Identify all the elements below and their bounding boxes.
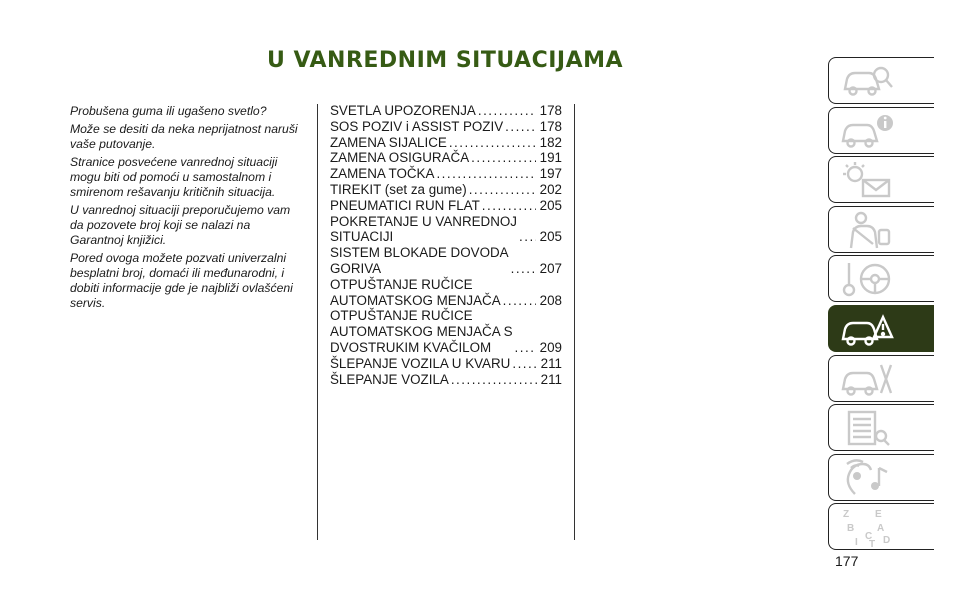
toc-item-page: 178 — [539, 103, 562, 118]
tab-warning-lights[interactable] — [828, 156, 934, 203]
toc-item-page: 211 — [540, 355, 562, 371]
toc-item[interactable] — [330, 214, 562, 246]
toc-item-text: OTPUŠTANJE RUČICE AUTOMATSKOG MENJAČA S DVOSTRUKIM KVAČILOM — [330, 308, 513, 355]
tab-car-info[interactable] — [828, 107, 934, 154]
specifications-list-icon — [839, 408, 895, 448]
toc-item[interactable] — [330, 372, 562, 388]
toc-item-text: ZAMENA TOČKA — [330, 166, 435, 182]
toc-item[interactable] — [330, 277, 562, 309]
toc-item-text: SVETLA UPOZORENJA — [330, 103, 476, 118]
tab-maintenance[interactable] — [828, 355, 934, 402]
svg-text:T: T — [869, 539, 876, 548]
car-magnifier-icon — [839, 61, 895, 101]
toc-item-text: ŠLEPANJE VOZILA — [330, 371, 449, 387]
tab-specifications[interactable] — [828, 404, 934, 451]
column-divider-right — [574, 104, 575, 540]
toc-item[interactable] — [330, 308, 562, 355]
svg-text:E: E — [875, 509, 882, 521]
svg-text:C: C — [865, 531, 873, 543]
toc-item-page: 211 — [540, 371, 562, 387]
car-info-icon — [839, 111, 895, 151]
toc-item[interactable] — [330, 182, 562, 198]
toc-item-text: PNEUMATICI RUN FLAT — [330, 197, 480, 213]
car-tools-icon — [839, 359, 895, 399]
toc-item-text: TIREKIT (set za gume) — [330, 181, 467, 197]
toc-item-text: ŠLEPANJE VOZILA U KVARU — [330, 355, 511, 371]
svg-text:A: A — [877, 523, 885, 535]
toc-item-text: SOS POZIV i ASSIST POZIV — [330, 118, 504, 134]
toc-item-text: ZAMENA SIJALICE — [330, 134, 447, 150]
toc-item-page: 202 — [539, 181, 562, 197]
page-title: U VANREDNIM SITUACIJAMA — [266, 48, 624, 73]
toc-item-page: 197 — [539, 166, 562, 182]
toc-item-text: POKRETANJE U VANREDNOJ SITUACIJI — [330, 213, 517, 245]
tab-index[interactable] — [828, 503, 934, 550]
svg-text:D: D — [883, 535, 891, 547]
warning-light-envelope-icon — [839, 160, 895, 200]
svg-text:I: I — [855, 537, 858, 548]
svg-text:B: B — [847, 523, 855, 535]
toc-item[interactable] — [330, 119, 562, 135]
intro-text — [70, 104, 302, 314]
chapter-tabs — [828, 57, 936, 553]
intro-paragraph: Probušena guma ili ugašeno svetlo? — [70, 104, 267, 118]
toc-item-page: 208 — [539, 292, 562, 308]
toc-item-text: ZAMENA OSIGURAČA — [330, 150, 470, 166]
column-divider-left — [317, 104, 318, 540]
multimedia-icon — [839, 458, 895, 498]
tab-starting-driving[interactable] — [828, 255, 934, 302]
seatbelt-passenger-icon — [839, 210, 895, 250]
toc-item[interactable] — [330, 135, 562, 151]
tab-emergency[interactable] — [828, 305, 934, 352]
svg-text:Z: Z — [843, 509, 850, 521]
tab-car-magnifier[interactable] — [828, 57, 934, 104]
table-of-contents — [330, 103, 562, 387]
toc-item[interactable] — [330, 356, 562, 372]
intro-paragraph: Može se desiti da neka neprijatnost naruši vaše putovanje. — [70, 122, 298, 151]
toc-item-text: OTPUŠTANJE RUČICE AUTOMATSKOG MENJAČA — [330, 276, 501, 308]
intro-paragraph: U vanrednoj situaciji preporučujemo vam da pozovete broj koji se nalazi na Garantnoj knjižici. — [70, 203, 291, 247]
intro-paragraph: Pored ovoga možete pozvati univerzalni besplatni broj, domaći ili međunarodni, i dobiti informacije gde je najbliži ovlašćeni servis. — [70, 251, 293, 310]
toc-item-page: 205 — [539, 229, 562, 245]
key-steering-wheel-icon — [839, 259, 895, 299]
toc-item-text: SISTEM BLOKADE DOVODA GORIVA — [330, 245, 509, 276]
toc-item-page: 178 — [539, 118, 562, 134]
alphabetical-index-icon — [839, 507, 895, 547]
toc-item-page: 205 — [539, 197, 562, 213]
tab-multimedia[interactable] — [828, 454, 934, 501]
toc-item[interactable] — [330, 103, 562, 119]
toc-item-page: 182 — [539, 134, 562, 150]
toc-item-page: 209 — [539, 339, 562, 355]
toc-item[interactable] — [330, 166, 562, 182]
toc-item[interactable] — [330, 198, 562, 214]
toc-item[interactable] — [330, 150, 562, 166]
page-number: 177 — [835, 553, 859, 569]
toc-item-page: 207 — [539, 260, 562, 276]
tab-safety[interactable] — [828, 206, 934, 253]
intro-paragraph: Stranice posvećene vanrednoj situaciji mogu biti od pomoći u samostalnom i smirenom rešavanju kritičnih situacija. — [70, 155, 278, 199]
toc-item-page: 191 — [539, 150, 562, 166]
car-emergency-icon — [839, 309, 895, 349]
toc-item[interactable] — [330, 245, 562, 277]
